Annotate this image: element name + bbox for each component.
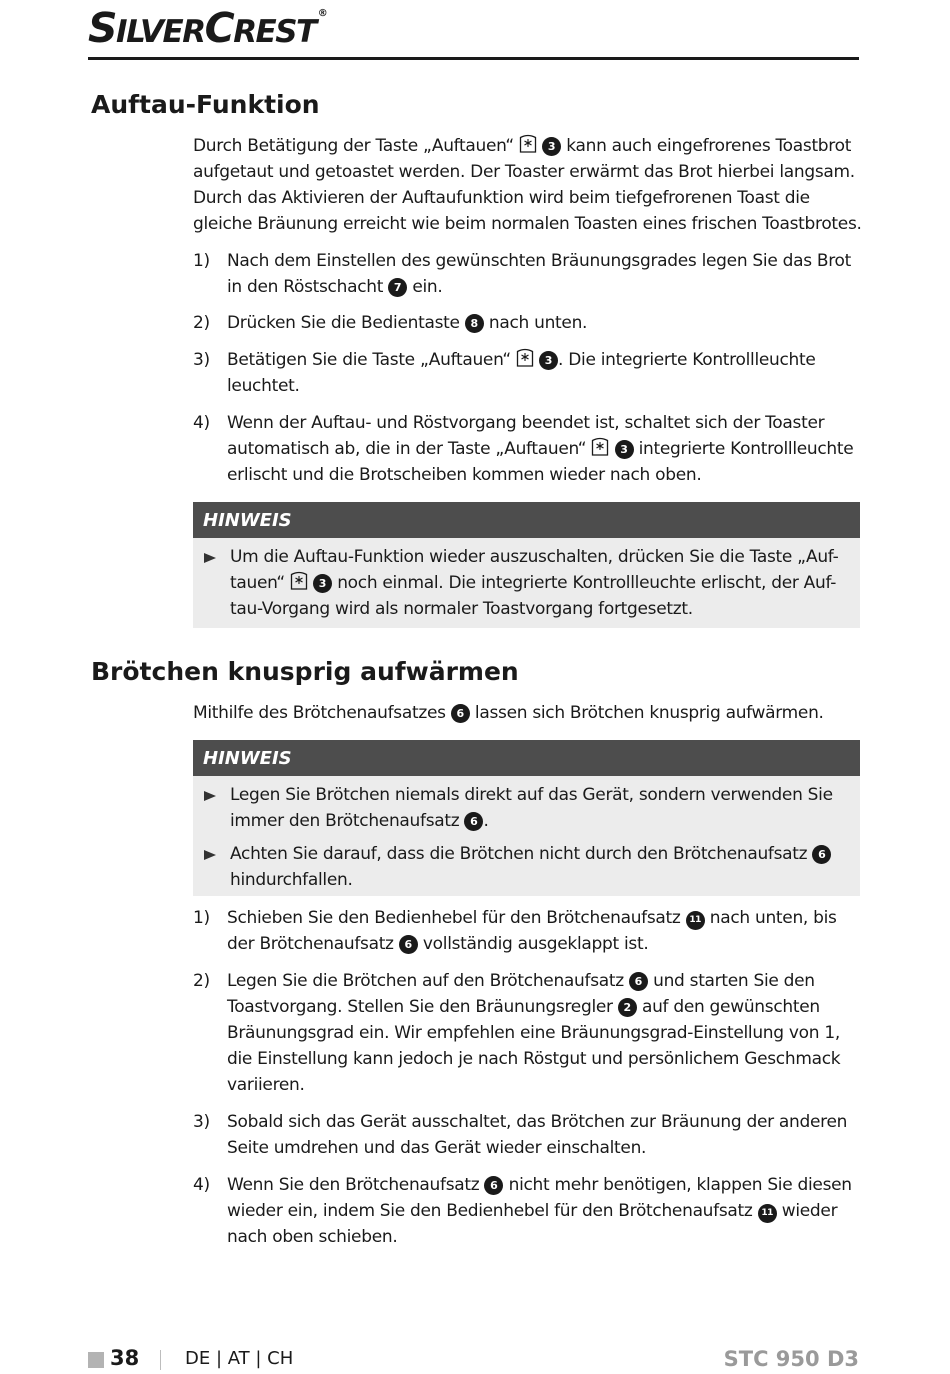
note-box-auftau [193, 502, 860, 628]
intro-paragraph-broetchen: Mithilfe des Brötchenaufsatzes 6 lassen sich Brötchen knusprig aufwärmen. [193, 703, 824, 723]
intro-paragraph-auftau: Durch Betätigung der Taste „Auftauen“ 3 kann auch eingefrorenes Toastbrot aufgetaut und getoastet werden. Der Toaster erwärmt das Brot hierbei langsam. Durch das Aktivieren der Auftaufunktion wird beim tiefgefrorenen Toast die gleiche Bräunung erreicht wie beim normalen Toasten eines frischen Toastbrotes. [193, 133, 865, 237]
note-item: Achten Sie darauf, dass die Brötchen nicht durch den Brötchenaufsatz 6 hindurchfallen. [193, 841, 860, 893]
number-badge: 7 [388, 278, 407, 297]
section-title-broetchen: Brötchen knusprig aufwärmen [91, 657, 519, 686]
number-badge: 6 [484, 1176, 503, 1195]
step-number: 2) [193, 313, 210, 333]
number-badge: 3 [542, 137, 561, 156]
number-badge: 3 [615, 440, 634, 459]
number-badge: 6 [629, 972, 648, 991]
step-1-auftau: 1) Nach dem Einstellen des gewünschten Bräunungsgrades legen Sie das Brot in den Röstschacht 7 ein. [193, 248, 865, 300]
defrost-icon [516, 347, 534, 367]
number-badge: 6 [464, 812, 483, 831]
section-title-auftau: Auftau-Funktion [91, 90, 320, 119]
step-number: 1) [193, 251, 210, 271]
step-number: 3) [193, 350, 210, 370]
defrost-icon [591, 436, 609, 456]
triangle-bullet-icon [204, 850, 216, 860]
step-4-broetchen: 4) Wenn Sie den Brötchenaufsatz 6 nicht mehr benötigen, klappen Sie diesen wieder ein, indem Sie den Bedienhebel für den Brötchenaufsatz 11 wieder nach oben schieben. [193, 1172, 865, 1250]
footer-divider [160, 1350, 161, 1370]
defrost-icon [519, 133, 537, 153]
model-number: STC 950 D3 [723, 1347, 859, 1371]
note-header: HINWEIS [193, 502, 860, 538]
header-rule [88, 57, 859, 60]
number-badge: 11 [758, 1204, 777, 1223]
page-number: 38 [110, 1346, 140, 1370]
step-number: 2) [193, 971, 210, 991]
step-number: 1) [193, 908, 210, 928]
footer-languages: DE | AT | CH [185, 1348, 294, 1369]
note-box-broetchen [193, 740, 860, 896]
number-badge: 11 [686, 911, 705, 930]
number-badge: 6 [399, 935, 418, 954]
step-number: 3) [193, 1112, 210, 1132]
footer-square-marker [88, 1352, 104, 1368]
number-badge: 8 [465, 314, 484, 333]
note-header: HINWEIS [193, 740, 860, 776]
step-2-broetchen: 2) Legen Sie die Brötchen auf den Brötchenaufsatz 6 und starten Sie den Toastvorgang. Stellen Sie den Bräunungsregler 2 auf den gewünschten Bräunungsgrad ein. Wir empfehlen eine Bräunungsgrad-Einstellung von 1, die Einstellung kann jedoch je nach Röstgut und persönlichem Geschmack variieren. [193, 968, 865, 1098]
step-number: 4) [193, 413, 210, 433]
step-3-auftau: 3) Betätigen Sie die Taste „Auftauen“ 3 . Die integrierte Kontrollleuchte leuchtet. [193, 347, 865, 399]
note-item: Um die Auftau-Funktion wieder auszuschalten, drücken Sie die Taste „Auf-tauen“ 3 noch einmal. Die integrierte Kontrollleuchte erlischt, der Auf-tau-Vorgang wird als normaler Toastvorgang fortgesetzt. [193, 544, 860, 622]
number-badge: 6 [812, 845, 831, 864]
number-badge: 2 [618, 998, 637, 1017]
step-4-auftau: 4) Wenn der Auftau- und Röstvorgang beendet ist, schaltet sich der Toaster automatisch ab, die in der Taste „Auftauen“ 3 integrierte Kontrollleuchte erlischt und die Brotscheiben kommen wieder nach oben. [193, 410, 865, 488]
number-badge: 6 [451, 704, 470, 723]
step-2-auftau: 2) Drücken Sie die Bedientaste 8 nach unten. [193, 310, 865, 336]
step-number: 4) [193, 1175, 210, 1195]
number-badge: 3 [313, 574, 332, 593]
number-badge: 3 [539, 351, 558, 370]
step-1-broetchen: 1) Schieben Sie den Bedienhebel für den Brötchenaufsatz 11 nach unten, bis der Brötchenaufsatz 6 vollständig ausgeklappt ist. [193, 905, 865, 957]
silvercrest-logo: SILVERCREST® [88, 4, 328, 52]
note-item: Legen Sie Brötchen niemals direkt auf das Gerät, sondern verwenden Sie immer den Brötchenaufsatz 6 . [193, 782, 860, 834]
defrost-icon [290, 570, 308, 590]
step-3-broetchen: 3) Sobald sich das Gerät ausschaltet, das Brötchen zur Bräunung der anderen Seite umdrehen und das Gerät wieder einschalten. [193, 1109, 865, 1161]
triangle-bullet-icon [204, 791, 216, 801]
triangle-bullet-icon [204, 553, 216, 563]
